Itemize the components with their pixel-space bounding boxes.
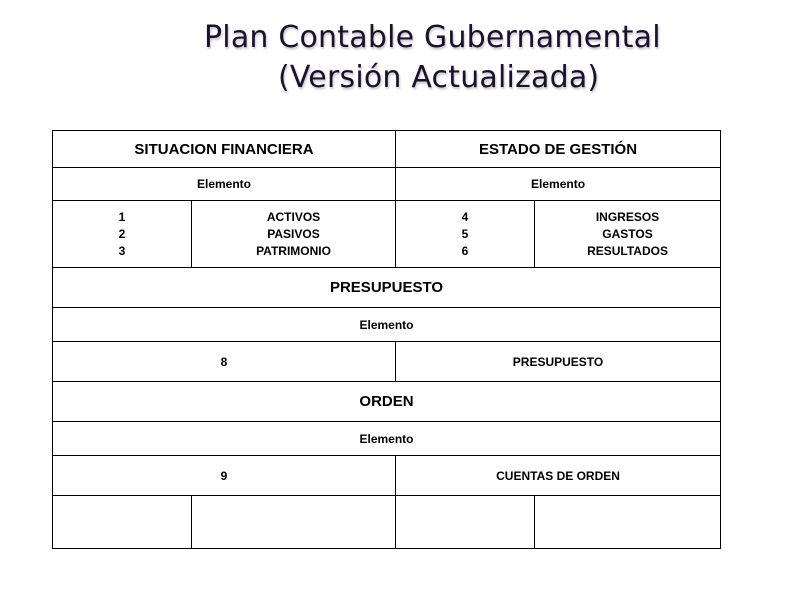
- accounting-plan-table: [52, 130, 721, 549]
- table-row: [53, 342, 721, 382]
- account-item: PASIVOS: [267, 226, 320, 241]
- code-item: 3: [118, 243, 126, 258]
- table-row: [53, 456, 721, 496]
- situacion-accounts-cell: [192, 201, 396, 268]
- situacion-codes-cell: [53, 201, 192, 268]
- presupuesto-name: PRESUPUESTO: [396, 342, 721, 382]
- empty-cell: [192, 496, 396, 549]
- code-item: 6: [461, 243, 469, 258]
- table-row: [53, 422, 721, 456]
- estado-gestion-header: ESTADO DE GESTIÓN: [396, 131, 721, 168]
- orden-name: CUENTAS DE ORDEN: [396, 456, 721, 496]
- orden-header: ORDEN: [53, 382, 721, 422]
- empty-cell: [53, 496, 192, 549]
- table-row: [53, 496, 721, 549]
- code-item: 1: [118, 209, 126, 224]
- table-row: [53, 382, 721, 422]
- orden-element-label: Elemento: [53, 422, 721, 456]
- gestion-accounts-cell: [535, 201, 721, 268]
- table-row: [53, 168, 721, 201]
- account-item: PATRIMONIO: [256, 243, 331, 258]
- presupuesto-code: 8: [53, 342, 396, 382]
- table-row: [53, 308, 721, 342]
- code-item: 2: [118, 226, 126, 241]
- code-item: 5: [461, 226, 469, 241]
- table-row: [53, 268, 721, 308]
- account-item: INGRESOS: [595, 209, 660, 224]
- code-item: 4: [461, 209, 469, 224]
- empty-cell: [535, 496, 721, 549]
- page-title-line-2: (Versión Actualizada): [278, 60, 600, 95]
- account-item: ACTIVOS: [266, 209, 321, 224]
- gestion-element-label: Elemento: [396, 168, 721, 201]
- gestion-codes-cell: [396, 201, 535, 268]
- presupuesto-element-label: Elemento: [53, 308, 721, 342]
- situacion-element-label: Elemento: [53, 168, 396, 201]
- table-row: [53, 201, 721, 268]
- account-item: RESULTADOS: [587, 243, 668, 258]
- page-title-line-1: Plan Contable Gubernamental: [204, 20, 661, 55]
- situacion-financiera-header: SITUACION FINANCIERA: [53, 131, 396, 168]
- empty-cell: [396, 496, 535, 549]
- presupuesto-header: PRESUPUESTO: [53, 268, 721, 308]
- account-item: GASTOS: [602, 226, 653, 241]
- orden-code: 9: [53, 456, 396, 496]
- table-row: [53, 131, 721, 168]
